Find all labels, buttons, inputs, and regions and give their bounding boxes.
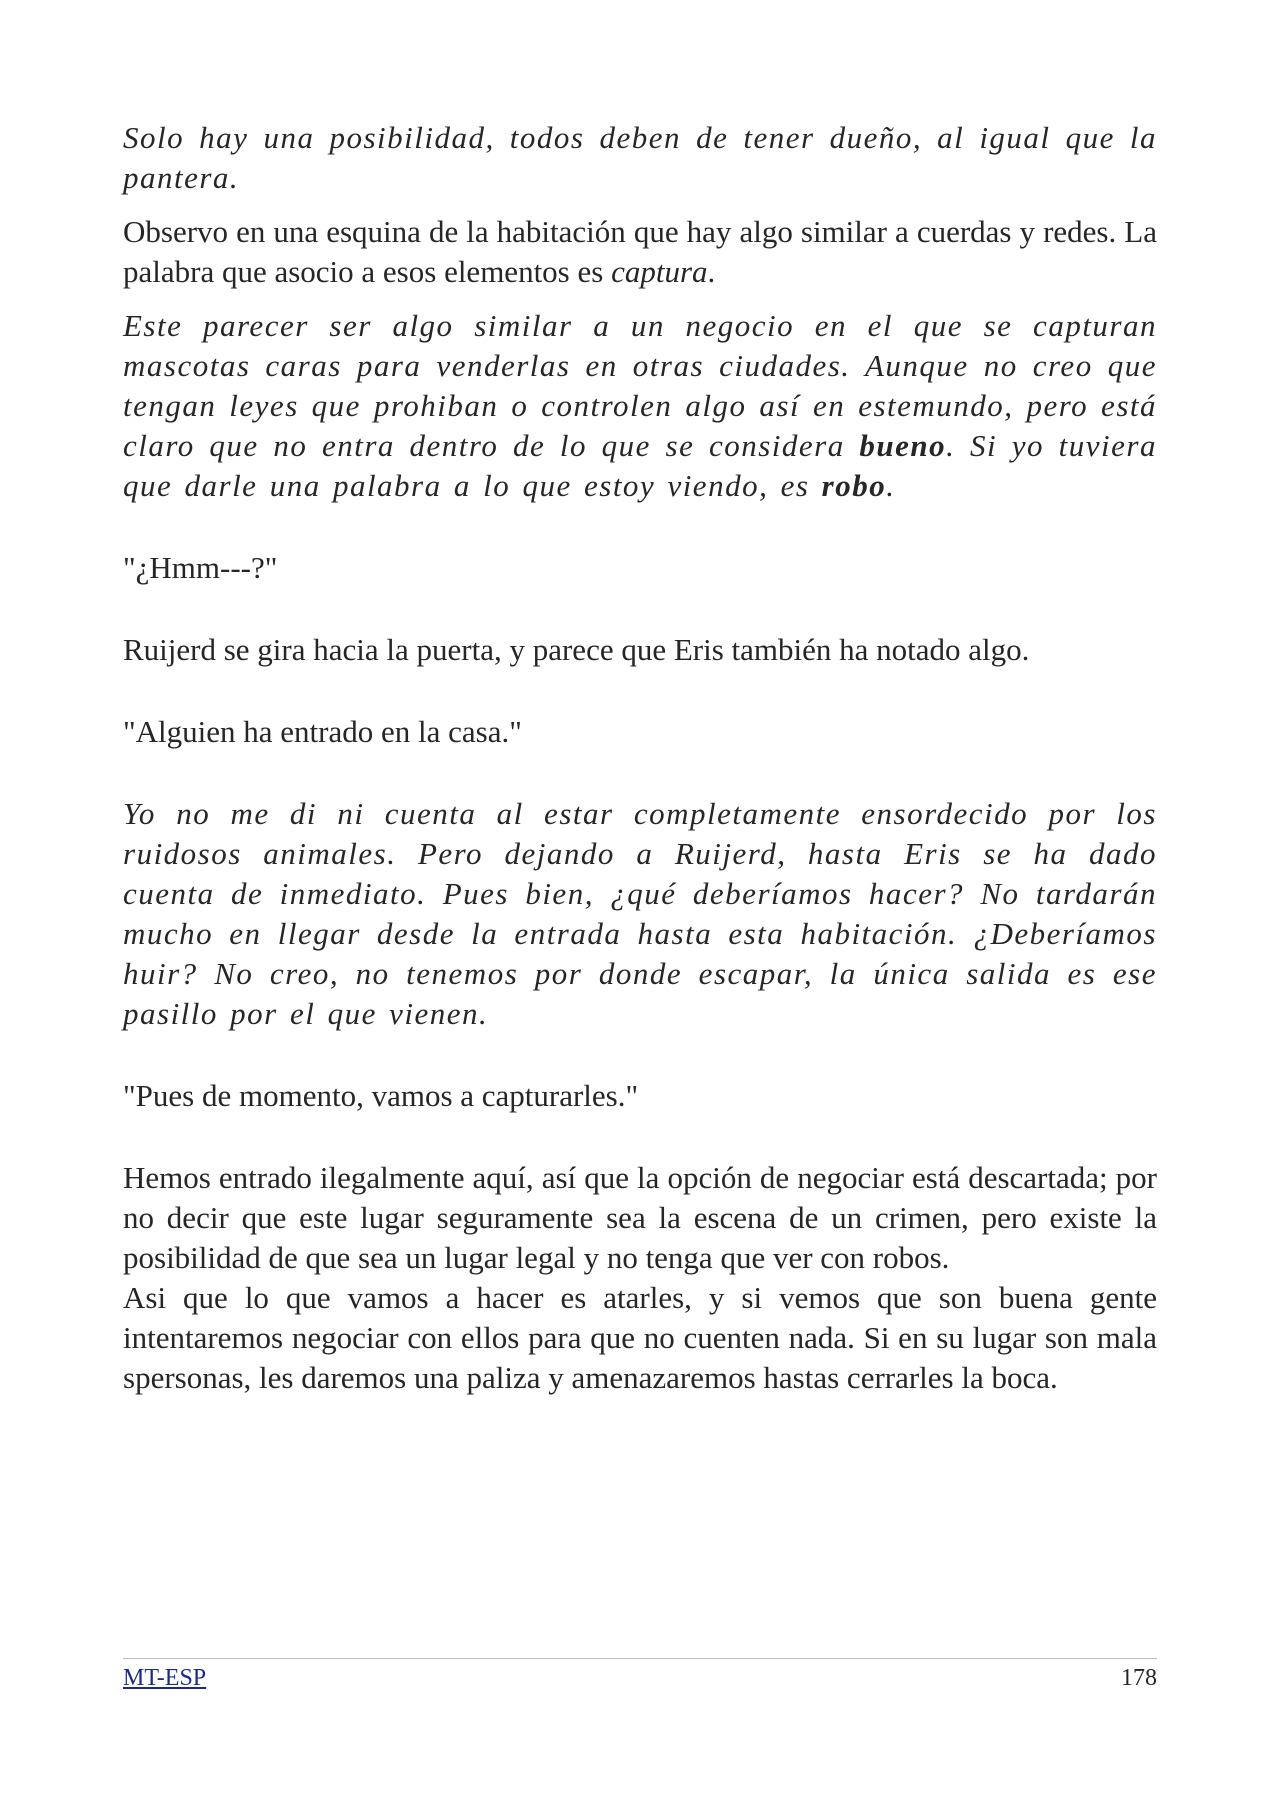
paragraph-10: Asi que lo que vamos a hacer es atarles, y si vemos que son buena gente intentaremos negociar con ellos para que no cuenten nada. Si en su lugar son mala spersonas, les daremos una paliza y amenazaremos hastas cerrarles la boca. — [123, 1280, 1157, 1395]
page-number: 178 — [1121, 1665, 1157, 1691]
paragraph-5: Ruijerd se gira hacia la puerta, y parece que Eris también ha notado algo. — [123, 632, 1030, 667]
paragraph-2-text: Observo en una esquina de la habitación que hay algo similar a cuerdas y redes. La palabra que asocio a esos elementos es — [123, 214, 1157, 289]
paragraph-2 — [123, 212, 1157, 292]
paragraph-3-mid: . Si yo tuviera que darle una palabra a lo que estoy viendo, es — [123, 428, 1157, 503]
paragraph-7: Yo no me di ni cuenta al estar completamente ensordecido por los ruidosos animales. Pero dejando a Ruijerd, hasta Eris se ha dado cuenta de inmediato. Pues bien, ¿qué deberíamos hacer? No tardarán mucho en llegar desde la entrada hasta esta habitación. ¿Deberíamos huir? No creo, no tenemos por donde escapar, la única salida es ese pasillo por el que vienen. — [123, 796, 1157, 1031]
page-footer — [123, 1658, 1157, 1692]
paragraph-3 — [123, 306, 1157, 506]
paragraph-9: Hemos entrado ilegalmente aquí, así que la opción de negociar está descartada; por no decir que este lugar seguramente sea la escena de un crimen, pero existe la posibilidad de que sea un lugar legal y no tenga que ver con robos. — [123, 1160, 1157, 1275]
paragraph-3-end: . — [886, 468, 896, 503]
emphasis-bueno: bueno — [859, 428, 947, 463]
paragraph-3-text: Este parecer ser algo similar a un negocio en el que se capturan mascotas caras para venderlas en otras ciudades. Aunque no creo que tengan leyes que prohiban o controlen algo así en estemundo, pero está claro que no entra dentro de lo que se considera — [123, 308, 1157, 463]
paragraph-2-end: . — [707, 254, 716, 289]
paragraph-1: Solo hay una posibilidad, todos deben de tener dueño, al igual que la pantera. — [123, 120, 1157, 195]
dialogue-alguien: "Alguien ha entrado en la casa." — [123, 714, 522, 749]
emphasis-captura: captura — [611, 254, 708, 289]
dialogue-capturarles: "Pues de momento, vamos a capturarles." — [123, 1078, 639, 1113]
footer-link[interactable]: MT-ESP — [123, 1665, 207, 1691]
emphasis-robo: robo — [821, 468, 887, 503]
page-body — [123, 118, 1157, 1412]
dialogue-hmm: "¿Hmm---?" — [123, 550, 278, 585]
